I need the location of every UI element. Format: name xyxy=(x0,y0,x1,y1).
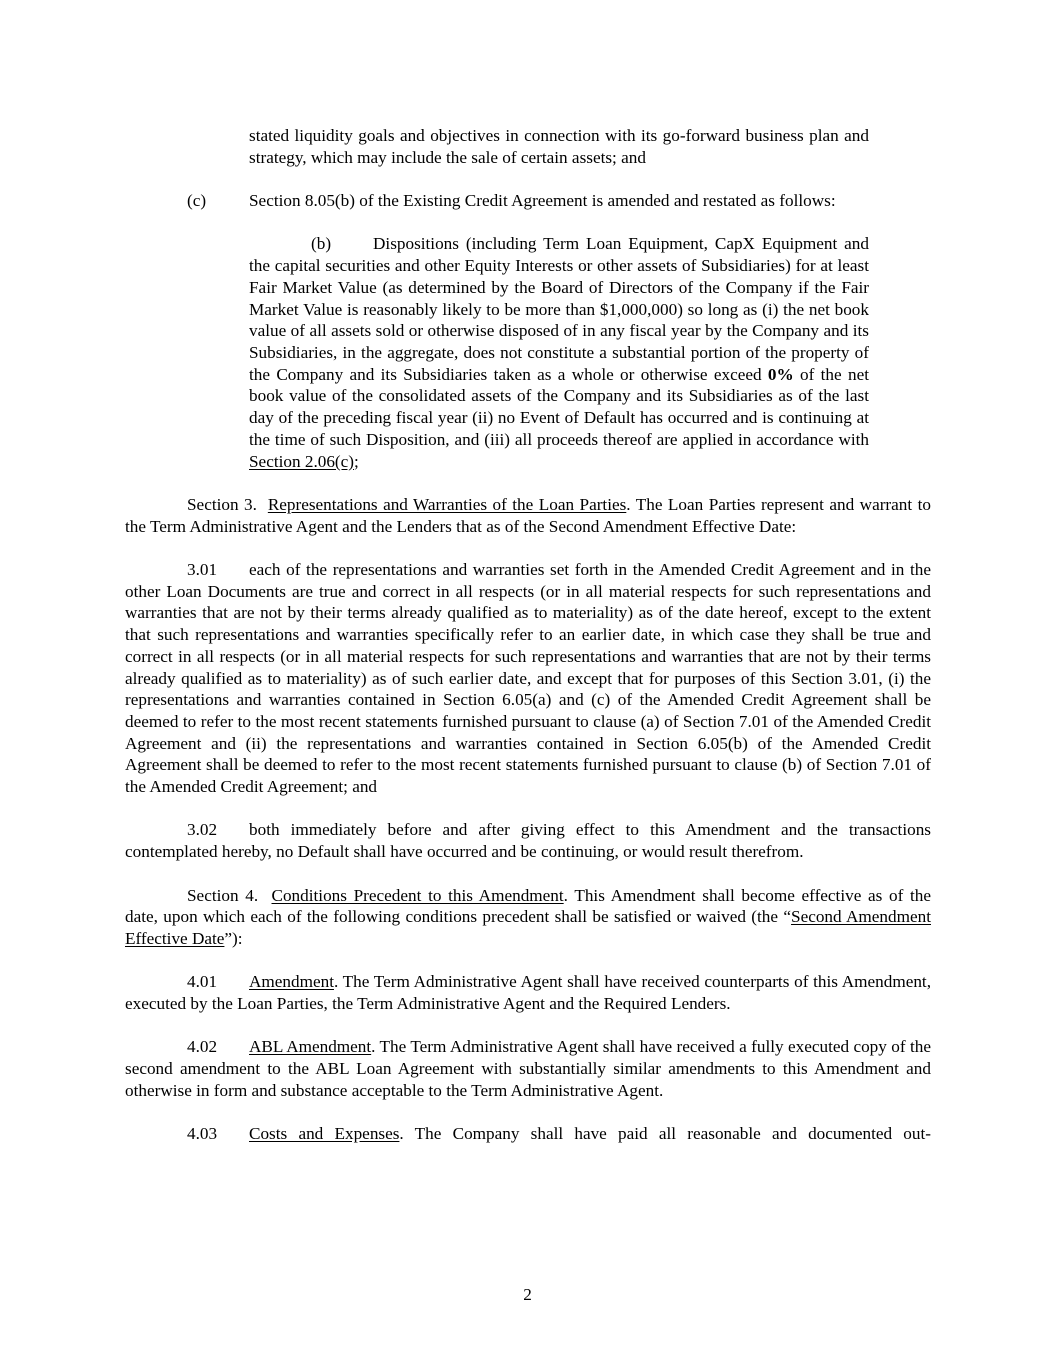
page-number: 2 xyxy=(523,1285,532,1304)
section-3-01 xyxy=(125,559,931,798)
paragraph-text: . This Amendment shall become effective as of the date, upon which each of the following conditions precedent shall be satisfied or waived (the “ xyxy=(125,885,931,927)
paragraph-text: . The Company shall have paid all reasonable and documented out- xyxy=(399,1124,931,1144)
clause-number: 4.03 xyxy=(187,1124,218,1144)
paragraph-text: . The Term Administrative Agent shall have received a fully executed copy of the second amendment to the ABL Loan Agreement with substantially similar amendments to this Amendment and otherwise in form and substance acceptable to the Term Administrative Agent. xyxy=(125,1037,931,1100)
clause-number: 4.02 xyxy=(187,1037,218,1057)
clause-number: 3.02 xyxy=(187,820,218,840)
clause-heading: Amendment xyxy=(249,972,334,992)
document-page xyxy=(0,125,1055,1167)
paragraph-text: each of the representations and warranties set forth in the Amended Credit Agreement and in the other Loan Documents are true and correct in all respects (or in all material respects for such representations and warranties that are not by their terms already qualified as to materiality) as of the date hereof, except to the extent that such representations and warranties specifically refer to an earlier date, in which case they shall be true and correct in all respects (or in all material respects for such representations and warranties that are not by their terms already qualified as to materiality) as of such earlier date, and except that for purposes of this Section 3.01, (i) the representations and warranties contained in Section 6.05(a) and (c) of the Amended Credit Agreement shall be deemed to refer to the most recent statements furnished pursuant to clause (a) of Section 7.01 of the Amended Credit Agreement and (ii) the representations and warranties contained in Section 6.05(b) of the Amended Credit Agreement shall be deemed to refer to the most recent statements furnished pursuant to clause (b) of Section 7.01 of the Amended Credit Agreement; and xyxy=(125,560,931,797)
section-3 xyxy=(125,494,931,537)
section-heading: Conditions Precedent to this Amendment xyxy=(271,885,564,905)
paragraph-text: ”): xyxy=(224,928,243,948)
paragraph-c xyxy=(187,190,931,212)
section-3-02 xyxy=(125,819,931,862)
section-4-03 xyxy=(125,1123,931,1145)
section-label: Section 4. xyxy=(187,885,272,905)
section-heading: Representations and Warranties of the Loan Parties xyxy=(267,494,627,514)
punctuation: ; xyxy=(354,451,359,471)
defined-term: Second Amendment Effective Date xyxy=(125,907,931,948)
paragraph-text: of the net book value of the consolidated assets of the Company and its Subsidiaries as of the last day of the preceding fiscal year (ii) no Event of Default has occurred and is continuing at the time of such Disposition, and (iii) all proceeds thereof are applied in accordance with xyxy=(249,364,869,449)
clause-number: (b) xyxy=(311,234,332,254)
paragraph-text: both immediately before and after giving effect to this Amendment and the transactions contemplated hereby, no Default shall have occurred and be continuing, or would result therefrom. xyxy=(125,820,931,862)
section-reference: Section 2.06(c) xyxy=(249,451,355,471)
clause-number: 3.01 xyxy=(187,560,218,579)
clause-number: (c) xyxy=(187,191,207,211)
paragraph-text: . The Loan Parties represent and warrant to the Term Administrative Agent and the Lenders that as of the Second Amendment Effective Date: xyxy=(125,494,931,536)
paragraph-text: . The Term Administrative Agent shall have received counterparts of this Amendment, executed by the Loan Parties, the Term Administrative Agent and the Required Lenders. xyxy=(125,972,931,1014)
section-4-02 xyxy=(125,1036,931,1101)
section-4-01 xyxy=(125,971,931,1014)
clause-number: 4.01 xyxy=(187,972,218,992)
paragraph-text: Dispositions (including Term Loan Equipment, CapX Equipment and the capital securities and other Equity Interests or other assets of Subsidiaries) for at least Fair Market Value (as determined by the Board of Directors of the Company if the Fair Market Value is reasonably likely to be more than $1,000,000) so long as (i) the net book value of all assets sold or otherwise disposed of in any fiscal year by the Company and its Subsidiaries, in the aggregate, does not constitute a substantial portion of the property of the Company and its Subsidiaries taken as a whole or otherwise exceed xyxy=(249,234,869,384)
clause-heading: Costs and Expenses xyxy=(249,1124,400,1144)
paragraph-text: Section 8.05(b) of the Existing Credit Agreement is amended and restated as follows: xyxy=(249,191,836,211)
paragraph-liquidity-goals: stated liquidity goals and objectives in connection with its go-forward business plan and strategy, which may include the sale of certain assets; and xyxy=(249,126,869,167)
clause-heading: ABL Amendment xyxy=(249,1037,372,1057)
section-label: Section 3. xyxy=(187,494,268,514)
section-4 xyxy=(125,885,931,950)
paragraph-b-dispositions xyxy=(249,233,869,472)
bold-percent: 0% xyxy=(767,364,794,384)
